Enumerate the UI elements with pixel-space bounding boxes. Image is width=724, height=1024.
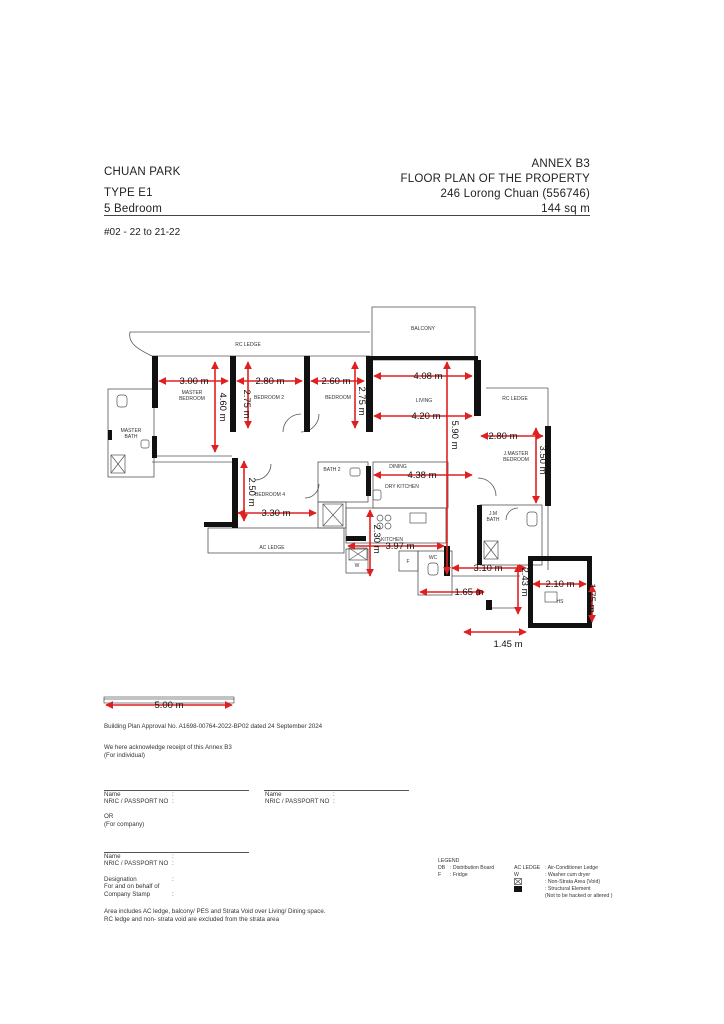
colon: :	[172, 876, 174, 883]
dim-dining-width: 4.38 m	[407, 470, 437, 481]
bedroom-count: 5 Bedroom	[104, 203, 163, 215]
dim-bedroom2-width: 2.80 m	[255, 376, 285, 387]
legend-db-key: DB	[438, 865, 446, 871]
dim-bedroom-height: 2.75 m	[356, 386, 367, 416]
washer-label: W	[354, 563, 360, 569]
area-footnote-2: RC ledge and non- strata void are excluded from the strata area	[104, 916, 280, 923]
colon: :	[172, 860, 174, 867]
signature-line-2	[264, 790, 409, 791]
master-bedroom-label: MASTER	[181, 390, 203, 396]
legend-ac-key: AC LEDGE	[514, 865, 541, 871]
dim-hs-height: 1.75 m	[586, 583, 597, 613]
colon: :	[333, 798, 335, 805]
colon: :	[172, 791, 174, 798]
bedroom4-label: BEDROOM 4	[254, 492, 286, 498]
on-behalf-label: For and on behalf of	[104, 883, 160, 890]
dim-bottom-width: 1.45 m	[493, 639, 523, 650]
dim-bedroom2-height: 2.75 m	[241, 389, 252, 419]
structural-element-icon	[514, 886, 522, 892]
colon: :	[172, 891, 174, 898]
void-symbol-icon	[514, 878, 522, 885]
jm-bath-label: J.M	[488, 511, 498, 517]
dim-bedroom-width: 2.60 m	[321, 376, 351, 387]
bedroom-label: BEDROOM	[325, 395, 351, 401]
legend-structural-value: : Structural Element	[545, 886, 591, 892]
jm-bath-label-2: BATH	[486, 517, 500, 523]
master-bath-label: MASTER	[120, 428, 142, 434]
property-address: 246 Lorong Chuan (556746)	[440, 188, 590, 200]
dim-hs-width: 2.10 m	[545, 579, 575, 590]
dim-master-width: 3.00 m	[179, 376, 209, 387]
colon: :	[172, 798, 174, 805]
dim-master-height: 4.60 m	[217, 392, 228, 422]
legend-structural-note: (Not to be hacked or altered )	[545, 893, 613, 899]
legend-db-value: : Distribution Board	[450, 865, 495, 871]
dim-kitchen-height: 2.30 m	[371, 524, 382, 554]
hs-label: HS	[556, 599, 564, 605]
signature-line-3	[104, 852, 249, 853]
strata-area: 144 sq m	[541, 203, 590, 215]
dim-living-top: 4.08 m	[413, 371, 443, 382]
jmaster-bedroom-label-2: BEDROOM	[503, 457, 529, 463]
dim-wc-width: 1.65 m	[454, 587, 484, 598]
unit-numbers: #02 - 22 to 21-22	[104, 227, 181, 238]
dim-yard-width: 3.10 m	[473, 563, 503, 574]
bath2-label: BATH 2	[323, 467, 341, 473]
fridge-label: F	[406, 559, 410, 565]
legend-w-value: : Washer cum dryer	[545, 872, 591, 878]
dim-kitchen-width: 3.97 m	[385, 541, 415, 552]
signature-line-1	[104, 790, 249, 791]
bedroom2-label: BEDROOM 2	[253, 395, 285, 401]
living-label: LIVING	[415, 398, 433, 404]
name-label-1: Name	[104, 791, 121, 798]
legend-f-value: : Fridge	[450, 872, 468, 878]
balcony-outline	[372, 307, 475, 360]
name-label-2: Name	[265, 791, 282, 798]
colon: :	[172, 853, 174, 860]
scale-bar-label: 5.00 m	[154, 700, 184, 711]
or-label: OR	[104, 813, 114, 820]
legend-title: LEGEND	[438, 858, 460, 864]
ac-ledge-label: AC LEDGE	[259, 545, 285, 551]
name-label-3: Name	[104, 853, 121, 860]
dim-bedroom4-width: 3.30 m	[261, 508, 291, 519]
jmaster-bedroom-label: J.MASTER	[503, 451, 529, 457]
legend-f-key: F	[438, 872, 442, 878]
nric-label-2: NRIC / PASSPORT NO	[265, 798, 330, 805]
colon: :	[333, 791, 335, 798]
legend-ac-value: : Air-Conditioner Ledge	[545, 865, 599, 871]
legend-w-key: W	[514, 872, 519, 878]
annex-label: ANNEX B3	[531, 158, 590, 170]
wc-label: WC	[428, 555, 438, 561]
dim-living-width: 4.20 m	[411, 411, 441, 422]
document-title: FLOOR PLAN OF THE PROPERTY	[400, 173, 590, 185]
company-stamp-label: Company Stamp	[104, 891, 151, 898]
dim-living-height: 5.90 m	[449, 420, 460, 450]
designation-label: Designation	[104, 876, 137, 883]
legend-void-value: : Non-Strata Area (Void)	[545, 879, 601, 885]
dim-bedroom4-height: 2.50 m	[246, 477, 257, 507]
rc-ledge-right-label: RC LEDGE	[502, 396, 528, 402]
kitchen-label: KITCHEN	[381, 537, 403, 543]
nric-label-1: NRIC / PASSPORT NO	[104, 798, 169, 805]
area-footnote-1: Area includes AC ledge, balcony/ PES and Strata Void over Living/ Dining space.	[104, 908, 326, 915]
scale-bar-dimension	[0, 695, 724, 715]
unit-type: TYPE E1	[104, 187, 153, 199]
for-individual: (For individual)	[104, 752, 145, 759]
acknowledgement: We here acknowledge receipt of this Annex B3	[104, 744, 232, 751]
master-bath-label-2: BATH	[124, 434, 138, 440]
project-name: CHUAN PARK	[104, 166, 181, 178]
dim-yard-height: 2.43 m	[519, 567, 530, 597]
for-company: (For company)	[104, 821, 145, 828]
master-bedroom-label-2: BEDROOM	[179, 396, 205, 402]
nric-label-3: NRIC / PASSPORT NO	[104, 860, 169, 867]
dry-kitchen-label: DRY KITCHEN	[385, 484, 419, 490]
dim-jmaster-height: 3.50 m	[537, 445, 548, 475]
rc-ledge-top-label: RC LEDGE	[235, 342, 261, 348]
dim-jmaster-width: 2.80 m	[488, 431, 518, 442]
balcony-label: BALCONY	[411, 326, 435, 332]
dining-label: DINING	[389, 464, 407, 470]
approval-number: Building Plan Approval No. A1698-00764-2022-BP02 dated 24 September 2024	[104, 723, 323, 730]
